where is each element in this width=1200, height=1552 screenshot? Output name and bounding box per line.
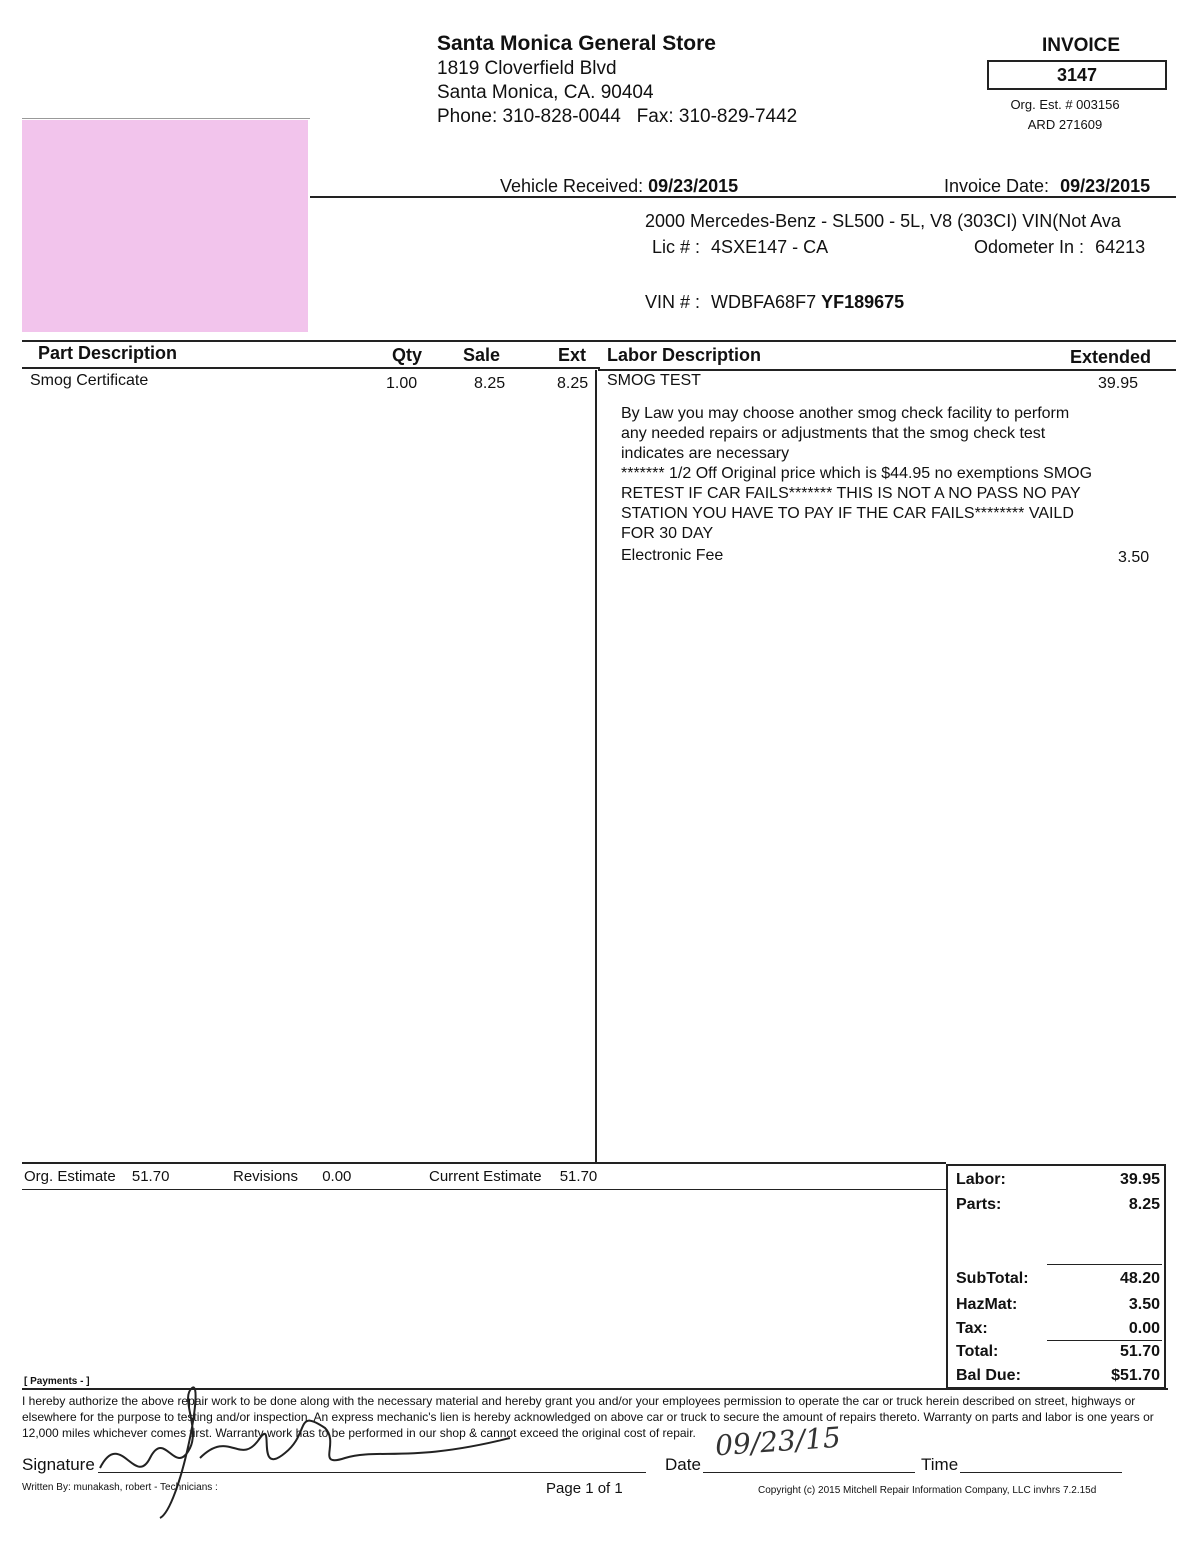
signature-label: Signature: [22, 1455, 95, 1474]
copyright: Copyright (c) 2015 Mitchell Repair Information Company, LLC invhrs 7.2.15d: [758, 1485, 1097, 1496]
totals-parts-value: 8.25: [1128, 1196, 1160, 1213]
parts-header-qty: Qty: [392, 345, 423, 365]
totals-baldue-label: Bal Due:: [956, 1367, 1021, 1384]
odometer: [974, 237, 1145, 258]
vin-label: VIN # :: [645, 292, 701, 312]
invoice-date-label: Invoice Date:: [944, 176, 1050, 196]
totals-labor-value: 39.95: [1119, 1171, 1160, 1188]
totals-total-label: Total:: [956, 1343, 999, 1360]
totals-hazmat-label: HazMat:: [956, 1296, 1018, 1313]
header-divider: [310, 196, 1176, 198]
current-estimate-value: 51.70: [559, 1168, 598, 1185]
shop-name: Santa Monica General Store: [437, 32, 716, 55]
invoice-date-value: 09/23/2015: [1060, 176, 1151, 196]
totals-subtotal-value: 48.20: [1119, 1270, 1160, 1287]
payments-label: [ Payments - ]: [24, 1376, 90, 1387]
totals-tax-label: Tax:: [956, 1320, 988, 1337]
labor-note-line: STATION YOU HAVE TO PAY IF THE CAR FAILS******** VAILD: [621, 505, 1074, 522]
vehicle-received-label: Vehicle Received:: [500, 176, 644, 196]
ard-number: ARD 271609: [1027, 117, 1103, 132]
odometer-value: 64213: [1095, 237, 1146, 257]
electronic-fee-label: Electronic Fee: [621, 547, 724, 564]
revisions-label: Revisions: [233, 1168, 299, 1185]
current-estimate-label: Current Estimate: [429, 1168, 542, 1185]
redaction-edge-line: [22, 118, 310, 119]
time-line[interactable]: [960, 1472, 1122, 1473]
parts-header-sale: Sale: [463, 345, 501, 365]
license-plate: [652, 237, 828, 258]
invoice-date: [944, 176, 1150, 197]
revisions: [233, 1168, 351, 1185]
labor-note-line: By Law you may choose another smog check facility to perform: [621, 405, 1070, 422]
labor-note-line: FOR 30 DAY: [621, 525, 714, 542]
estimate-top-line: [22, 1162, 946, 1164]
totals-tax-value: 0.00: [1128, 1320, 1160, 1337]
electronic-fee-amount: 3.50: [1118, 549, 1150, 566]
labor-item: SMOG TEST: [607, 372, 701, 389]
estimate-bottom-line: [22, 1189, 946, 1190]
page-number: Page 1 of 1: [546, 1480, 623, 1497]
labor-note-line: RETEST IF CAR FAILS******* THIS IS NOT A NO PASS NO PAY: [621, 485, 1081, 502]
vin-prefix: WDBFA68F7: [711, 292, 817, 312]
vehicle-description: 2000 Mercedes-Benz - SL500 - 5L, V8 (303CI) VIN(Not Ava: [645, 211, 1121, 231]
authorization-text: I hereby authorize the above repair work to be done along with the necessary material and hereby grant you and/or your employees permission to operate the car or truck herein described on street, highways or elsewhere for the purpose to testing and/or inspection. An express mechanic's lien is hereby acknowledged on above car or truck to secure the amount of repairs thereto. Warranty on parts and labor is one years or 12,000 miles whichever comes first. Warranty work has to be performed in our shop & cannot exceed the original cost of repair.: [22, 1394, 1154, 1440]
labor-item-amount: 39.95: [1098, 375, 1139, 392]
vin: [645, 292, 904, 313]
parts-header-ext: Ext: [558, 345, 587, 365]
totals-total-rule: [1047, 1340, 1162, 1341]
handwritten-signature: [80, 1368, 540, 1528]
org-estimate-value: 51.70: [131, 1168, 170, 1185]
time-label: Time: [921, 1455, 959, 1474]
shop-address-2: Santa Monica, CA. 90404: [437, 82, 654, 103]
totals-labor-label: Labor:: [956, 1171, 1006, 1188]
labor-note-line: indicates are necessary: [621, 445, 790, 462]
vehicle-received-date: 09/23/2015: [648, 176, 739, 196]
labor-notes: [621, 404, 1092, 544]
odometer-label: Odometer In :: [974, 237, 1085, 257]
license-value: 4SXE147 - CA: [711, 237, 829, 257]
invoice-title: INVOICE: [1041, 35, 1121, 56]
shop-phone-fax: Phone: 310-828-0044 Fax: 310-829-7442: [437, 106, 798, 127]
vin-suffix: YF189675: [821, 292, 905, 312]
revisions-value: 0.00: [322, 1168, 352, 1185]
totals-baldue-value: $51.70: [1111, 1367, 1160, 1384]
totals-total-value: 51.70: [1119, 1343, 1160, 1360]
labor-header-extended: Extended: [1070, 347, 1152, 367]
part-sale: 8.25: [474, 375, 506, 392]
totals-hazmat-value: 3.50: [1128, 1296, 1160, 1313]
org-estimate-number: Org. Est. # 003156: [1010, 97, 1120, 112]
license-label: Lic # :: [652, 237, 701, 257]
totals-parts-label: Parts:: [956, 1196, 1002, 1213]
part-ext: 8.25: [557, 375, 589, 392]
parts-header-description: Part Description: [38, 343, 178, 363]
labor-header-underline: [598, 369, 1176, 371]
date-label: Date: [665, 1455, 701, 1474]
column-divider: [595, 370, 597, 1162]
org-estimate-label: Org. Estimate: [24, 1168, 116, 1185]
parts-header-underline: [22, 367, 600, 369]
labor-header-description: Labor Description: [607, 345, 762, 365]
org-estimate: [24, 1168, 169, 1185]
totals-subtotal-rule: [1047, 1264, 1162, 1265]
current-estimate: [429, 1168, 597, 1185]
labor-note-line: any needed repairs or adjustments that the smog check test: [621, 425, 1046, 442]
labor-note-line: ******* 1/2 Off Original price which is $44.95 no exemptions SMOG: [621, 465, 1093, 482]
vehicle-received: [500, 176, 738, 197]
redaction-block: [22, 120, 308, 332]
written-by: Written By: munakash, robert - Technicians :: [22, 1482, 218, 1493]
part-description: Smog Certificate: [30, 372, 149, 389]
invoice-number: 3147: [987, 60, 1167, 90]
totals-subtotal-label: SubTotal:: [956, 1270, 1029, 1287]
shop-address-1: 1819 Cloverfield Blvd: [437, 58, 617, 79]
date-line[interactable]: [703, 1472, 915, 1473]
table-top-line: [22, 340, 1176, 342]
handwritten-date: 09/23/15: [714, 1420, 842, 1463]
part-qty: 1.00: [386, 375, 418, 392]
